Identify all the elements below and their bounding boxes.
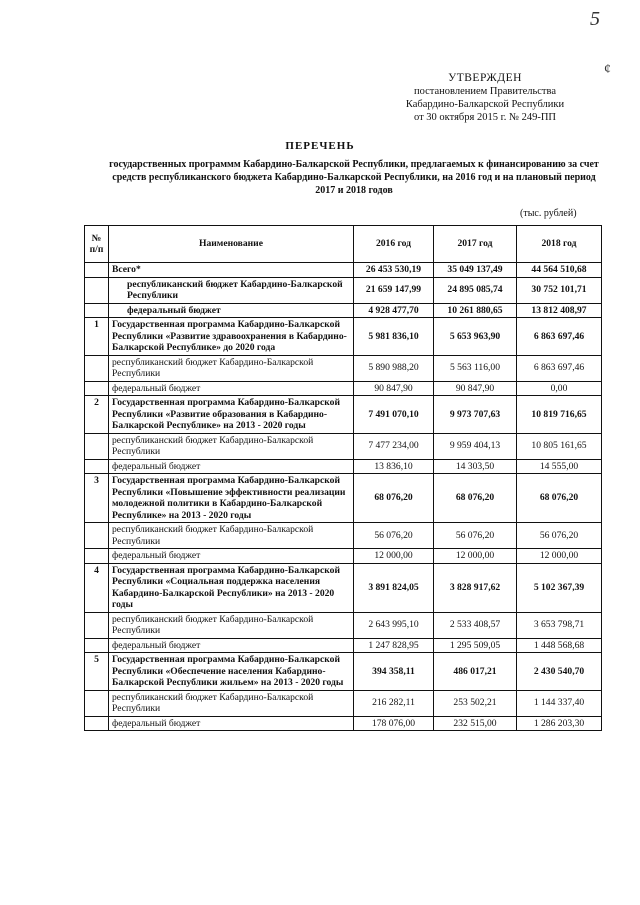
approval-line-1: постановлением Правительства xyxy=(413,86,556,97)
program-v2017: 3 828 917,62 xyxy=(434,563,517,612)
program-name: Государственная программа Кабардино-Балкарской Республики «Развитие здравоохранения в Кабардино-Балкарской Республике» до 2020 года xyxy=(109,318,354,356)
table-row-federal xyxy=(85,549,602,564)
program-fed-name: федеральный бюджет xyxy=(109,381,354,396)
program-fed-2016: 178 076,00 xyxy=(354,716,434,731)
program-rep-2017: 253 502,21 xyxy=(434,690,517,716)
program-rep-2016: 216 282,11 xyxy=(354,690,434,716)
program-v2018: 10 819 716,65 xyxy=(517,396,602,434)
program-fed-2017: 14 303,50 xyxy=(434,459,517,474)
programs-table xyxy=(84,225,602,731)
program-fed-name: федеральный бюджет xyxy=(109,459,354,474)
program-rep-2017: 56 076,20 xyxy=(434,523,517,549)
table-row-program xyxy=(85,396,602,434)
program-fed-2018: 12 000,00 xyxy=(517,549,602,564)
program-fed-2016: 12 000,00 xyxy=(354,549,434,564)
table-row-federal xyxy=(85,381,602,396)
program-rep-name: республиканский бюджет Кабардино-Балкарской Республики xyxy=(109,523,354,549)
program-v2018: 5 102 367,39 xyxy=(517,563,602,612)
program-fed-2018: 14 555,00 xyxy=(517,459,602,474)
program-fed-2018: 1 448 568,68 xyxy=(517,638,602,653)
total-fed-2016: 4 928 477,70 xyxy=(354,303,434,318)
table-row-program xyxy=(85,474,602,523)
program-fed-2018: 1 286 203,30 xyxy=(517,716,602,731)
program-rep-2018: 56 076,20 xyxy=(517,523,602,549)
total-rep-2016: 21 659 147,99 xyxy=(354,277,434,303)
table-row-program xyxy=(85,653,602,691)
program-rep-2016: 2 643 995,10 xyxy=(354,612,434,638)
total-2017: 35 049 137,49 xyxy=(434,263,517,278)
total-rep-name: республиканский бюджет Кабардино-Балкарской Республики xyxy=(109,277,354,303)
program-rep-2018: 3 653 798,71 xyxy=(517,612,602,638)
units-label: (тыс. рублей) xyxy=(520,208,577,219)
program-rep-2018: 6 863 697,46 xyxy=(517,355,602,381)
program-fed-2017: 90 847,90 xyxy=(434,381,517,396)
approval-line-2: Кабардино-Балкарской Республики xyxy=(405,99,565,110)
program-v2017: 5 653 963,90 xyxy=(434,318,517,356)
approval-heading: УТВЕРЖДЕН xyxy=(448,72,522,84)
program-no: 5 xyxy=(85,653,109,691)
table-row-federal xyxy=(85,638,602,653)
total-2016: 26 453 530,19 xyxy=(354,263,434,278)
document-title: ПЕРЕЧЕНЬ xyxy=(285,140,355,152)
program-v2017: 486 017,21 xyxy=(434,653,517,691)
program-fed-2017: 1 295 509,05 xyxy=(434,638,517,653)
table-row-total-federal xyxy=(85,303,602,318)
program-name: Государственная программа Кабардино-Балкарской Республики «Развитие образования в Кабардино-Балкарской Республике» на 2013 - 2020 годы xyxy=(109,396,354,434)
program-v2017: 9 973 707,63 xyxy=(434,396,517,434)
program-fed-2016: 13 836,10 xyxy=(354,459,434,474)
program-rep-2016: 5 890 988,20 xyxy=(354,355,434,381)
table-row-republican xyxy=(85,612,602,638)
program-rep-2017: 5 563 116,00 xyxy=(434,355,517,381)
total-2018: 44 564 510,68 xyxy=(517,263,602,278)
program-name: Государственная программа Кабардино-Балкарской Республики «Обеспечение населения Кабардино-Балкарской Республики жильем» на 2013 - 2020 годы xyxy=(109,653,354,691)
program-rep-2017: 9 959 404,13 xyxy=(434,433,517,459)
table-row-program xyxy=(85,563,602,612)
program-rep-name: республиканский бюджет Кабардино-Балкарской Республики xyxy=(109,433,354,459)
program-v2018: 2 430 540,70 xyxy=(517,653,602,691)
table-header-row xyxy=(85,226,602,263)
program-fed-name: федеральный бюджет xyxy=(109,549,354,564)
header-no: № п/п xyxy=(85,226,109,263)
program-no: 4 xyxy=(85,563,109,612)
header-2018: 2018 год xyxy=(517,226,602,263)
total-fed-2018: 13 812 408,97 xyxy=(517,303,602,318)
table-row-total xyxy=(85,263,602,278)
program-v2016: 394 358,11 xyxy=(354,653,434,691)
program-v2018: 6 863 697,46 xyxy=(517,318,602,356)
program-v2016: 7 491 070,10 xyxy=(354,396,434,434)
table-row-republican xyxy=(85,355,602,381)
header-2016: 2016 год xyxy=(354,226,434,263)
approval-block xyxy=(385,72,585,124)
total-name: Всего* xyxy=(109,263,354,278)
program-no: 1 xyxy=(85,318,109,356)
approval-line-3: от 30 октября 2015 г. № 249-ПП xyxy=(413,112,557,123)
total-rep-2018: 30 752 101,71 xyxy=(517,277,602,303)
program-v2016: 3 891 824,05 xyxy=(354,563,434,612)
program-rep-2016: 7 477 234,00 xyxy=(354,433,434,459)
total-fed-name: федеральный бюджет xyxy=(109,303,354,318)
table-row-federal xyxy=(85,459,602,474)
program-rep-name: республиканский бюджет Кабардино-Балкарской Республики xyxy=(109,612,354,638)
table-row-total-republican xyxy=(85,277,602,303)
program-rep-2016: 56 076,20 xyxy=(354,523,434,549)
program-v2018: 68 076,20 xyxy=(517,474,602,523)
program-v2017: 68 076,20 xyxy=(434,474,517,523)
header-2017: 2017 год xyxy=(434,226,517,263)
document-subtitle: государственных программм Кабардино-Балкарской Республики, предлагаемых к финансированию за счет средств республиканского бюджета Кабардино-Балкарской Республики, на 2016 год и на плановый период 2017 и 2018 годов xyxy=(109,159,599,196)
table-row-republican xyxy=(85,523,602,549)
total-fed-2017: 10 261 880,65 xyxy=(434,303,517,318)
program-name: Государственная программа Кабардино-Балкарской Республики «Повышение эффективности реализации молодежной политики в Кабардино-Балкарской Республике» на 2013 - 2020 годы xyxy=(109,474,354,523)
table-row-republican xyxy=(85,690,602,716)
program-fed-2018: 0,00 xyxy=(517,381,602,396)
programs-body xyxy=(85,318,602,731)
program-fed-name: федеральный бюджет xyxy=(109,638,354,653)
program-rep-2017: 2 533 408,57 xyxy=(434,612,517,638)
header-name: Наименование xyxy=(109,226,354,263)
program-rep-2018: 10 805 161,65 xyxy=(517,433,602,459)
program-fed-2016: 1 247 828,95 xyxy=(354,638,434,653)
table-row-federal xyxy=(85,716,602,731)
program-rep-name: республиканский бюджет Кабардино-Балкарской Республики xyxy=(109,355,354,381)
total-rep-2017: 24 895 085,74 xyxy=(434,277,517,303)
page-number: 5 xyxy=(590,8,600,30)
margin-mark: ¢ xyxy=(604,62,611,77)
program-rep-name: республиканский бюджет Кабардино-Балкарской Республики xyxy=(109,690,354,716)
program-no: 3 xyxy=(85,474,109,523)
program-v2016: 5 981 836,10 xyxy=(354,318,434,356)
table-row-republican xyxy=(85,433,602,459)
program-v2016: 68 076,20 xyxy=(354,474,434,523)
program-rep-2018: 1 144 337,40 xyxy=(517,690,602,716)
program-fed-2017: 232 515,00 xyxy=(434,716,517,731)
program-name: Государственная программа Кабардино-Балкарской Республики «Социальная поддержка населения Кабардино-Балкарской Республики» на 2013 - 2020 годы xyxy=(109,563,354,612)
program-fed-2016: 90 847,90 xyxy=(354,381,434,396)
table-row-program xyxy=(85,318,602,356)
program-no: 2 xyxy=(85,396,109,434)
program-fed-2017: 12 000,00 xyxy=(434,549,517,564)
program-fed-name: федеральный бюджет xyxy=(109,716,354,731)
